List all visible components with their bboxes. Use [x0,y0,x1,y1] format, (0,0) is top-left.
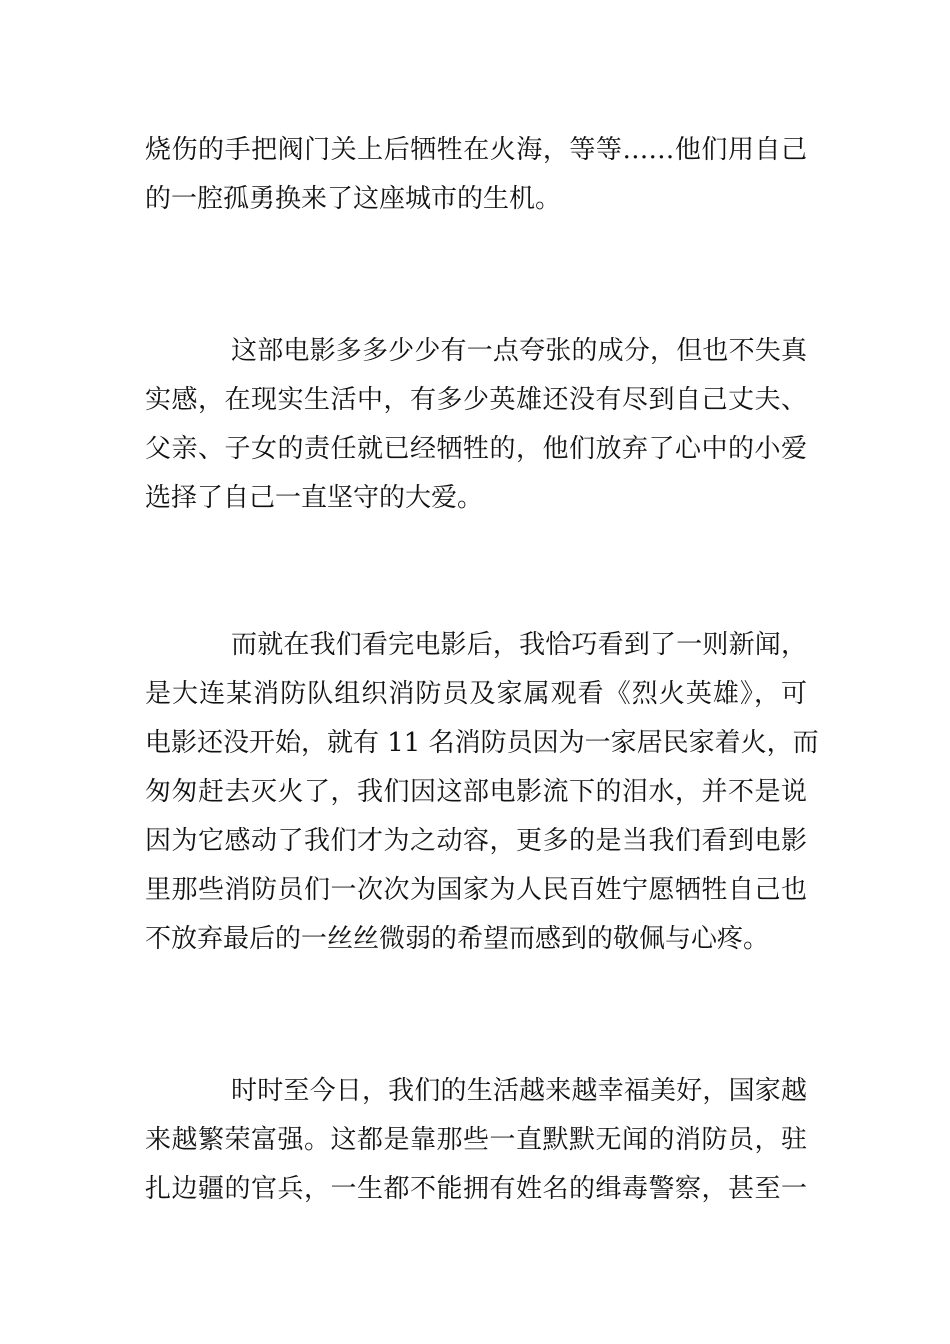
text-line: 烧伤的手把阀门关上后牺牲在火海，等等……他们用自己 [145,135,807,165]
text-line: 而就在我们看完电影后，我恰巧看到了一则新闻， [231,630,807,660]
text-line: 时时至今日，我们的生活越来越幸福美好，国家越 [231,1076,807,1106]
text-line: 来越繁荣富强。这都是靠那些一直默默无闻的消防员，驻 [145,1125,807,1155]
paragraph-4 [145,1067,807,1214]
text-line: 的一腔孤勇换来了这座城市的生机。 [145,184,562,214]
paragraph-3 [145,621,819,964]
text-line: 不放弃最后的一丝丝微弱的希望而感到的敬佩与心疼。 [145,924,770,954]
text-line: 父亲、子女的责任就已经牺牲的，他们放弃了心中的小爱 [145,434,807,464]
text-line: 电影还没开始，就有 11 名消防员因为一家居民家着火，而 [145,728,819,758]
text-line: 实感，在现实生活中，有多少英雄还没有尽到自己丈夫、 [145,385,807,415]
paragraph-2 [145,327,807,523]
text-line: 因为它感动了我们才为之动容，更多的是当我们看到电影 [145,826,807,856]
text-line: 是大连某消防队组织消防员及家属观看《烈火英雄》，可 [145,679,807,709]
text-line: 匆匆赶去灭火了，我们因这部电影流下的泪水，并不是说 [145,777,807,807]
text-line: 扎边疆的官兵，一生都不能拥有姓名的缉毒警察，甚至一 [145,1174,807,1204]
text-line: 里那些消防员们一次次为国家为人民百姓宁愿牺牲自己也 [145,875,807,905]
paragraph-1 [145,126,807,224]
text-line: 选择了自己一直坚守的大爱。 [145,483,484,513]
text-line: 这部电影多多少少有一点夸张的成分，但也不失真 [231,336,807,366]
